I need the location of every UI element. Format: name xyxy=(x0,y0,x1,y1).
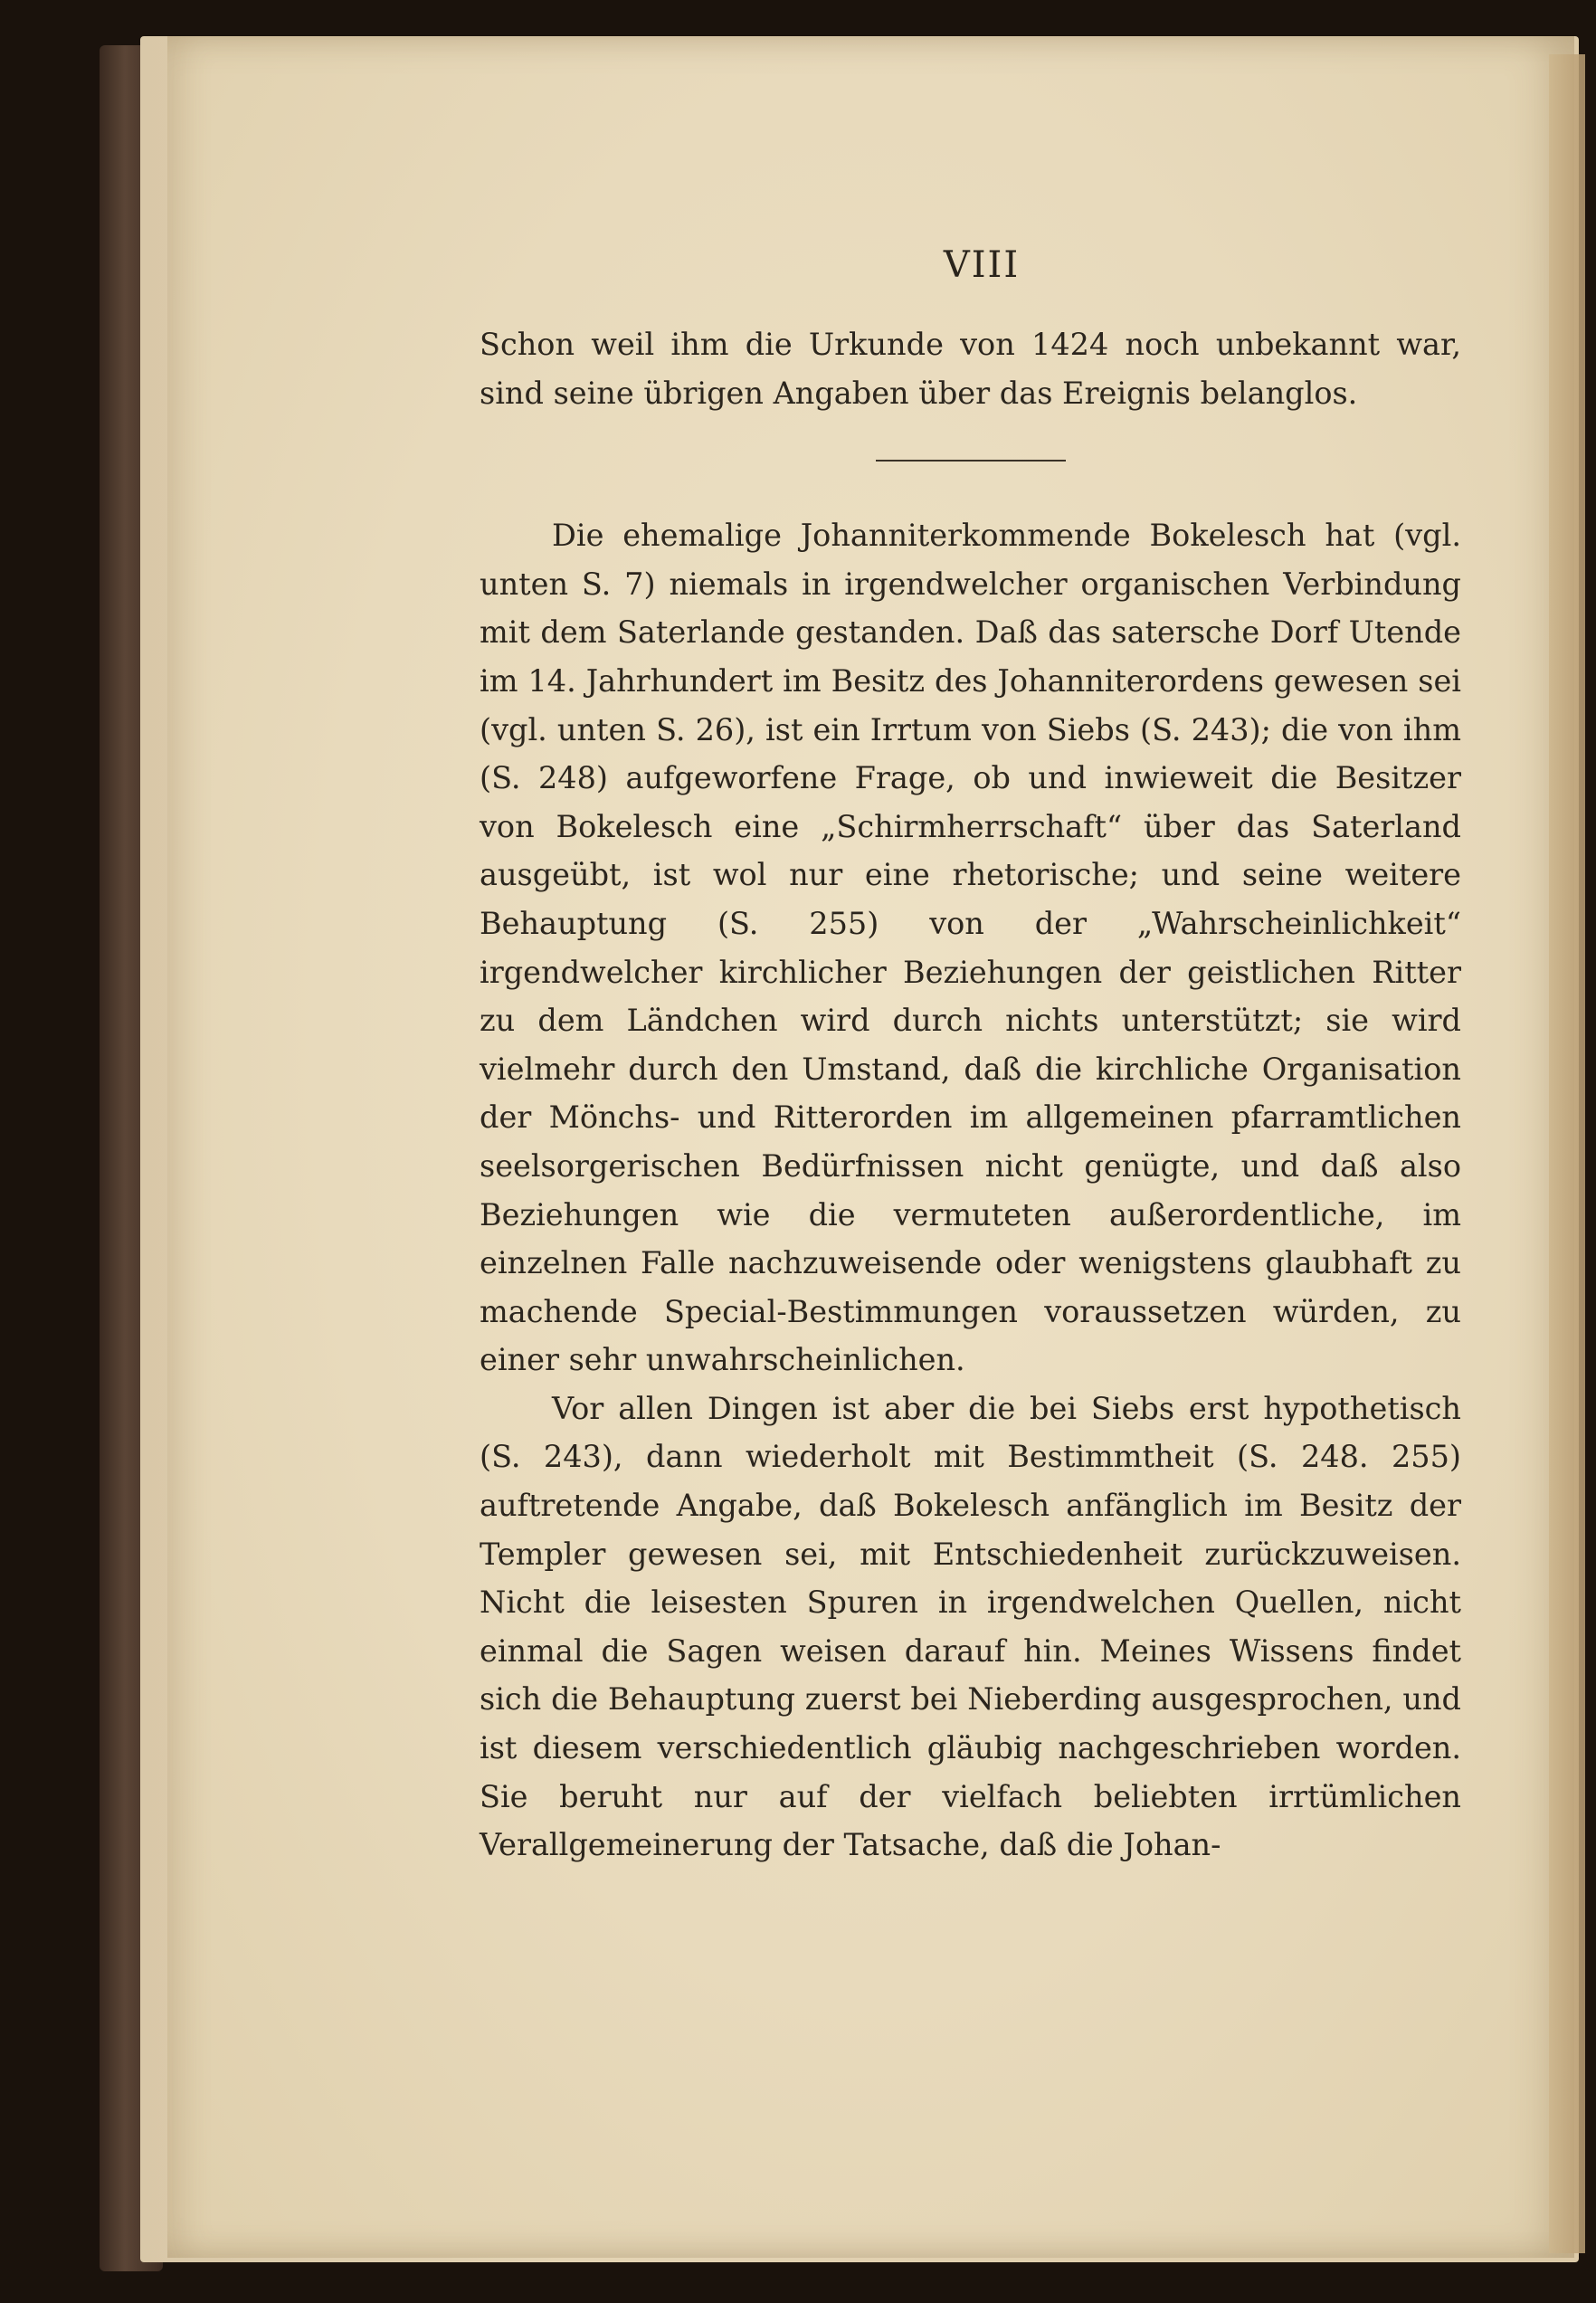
page-number: VIII xyxy=(943,244,1021,286)
paragraph-2: Die ehemalige Johanniterkommende Bokelesch hat (vgl. unten S. 7) niemals in irgendwelcher organischen Verbindung mit dem Saterlande gestanden. Daß das satersche Dorf Utende im 14. Jahrhundert im Besitz des Johanniterordens gewesen sei (vgl. unten S. 26), ist ein Irrtum von Siebs (S. 243); die von ihm (S. 248) aufgeworfene Frage, ob und inwieweit die Besitzer von Bokelesch eine „Schirmherrschaft“ über das Saterland ausgeübt, ist wol nur eine rhetorische; und seine weitere Behauptung (S. 255) von der „Wahrscheinlichkeit“ irgendwelcher kirchlicher Beziehungen der geistlichen Ritter zu dem Ländchen wird durch nichts unterstützt; sie wird vielmehr durch den Umstand, daß die kirchliche Organisation der Mönchs- und Ritterorden im allgemeinen pfarramtlichen seelsorgerischen Bedürfnissen nicht genügte, und daß also Beziehungen wie die vermuteten außerordentliche, im einzelnen Falle nachzuweisende oder wenigstens glaubhaft zu machende Special-Bestimmungen voraussetzen würden, zu einer sehr unwahrscheinlichen. xyxy=(480,518,1461,1378)
section-divider xyxy=(876,460,1066,462)
paragraph-1: Schon weil ihm die Urkunde von 1424 noch unbekannt war, sind seine übrigen Angaben über das Ereignis belanglos. xyxy=(480,327,1461,411)
paragraph-3: Vor allen Dingen ist aber die bei Siebs erst hypothetisch (S. 243), dann wiederholt mit Bestimmtheit (S. 248. 255) auftretende Angabe, daß Bokelesch anfänglich im Besitz der Templer gewesen sei, mit Entschiedenheit zurückzuweisen. Nicht die leisesten Spuren in irgendwelchen Quellen, nicht einmal die Sagen weisen darauf hin. Meines Wissens findet sich die Behauptung zuerst bei Nieberding ausgesprochen, und ist diesem verschiedentlich gläubig nachgeschrieben worden. Sie beruht nur auf der vielfach beliebten irrtümlichen Verallgemeinerung der Tatsache, daß die Johan- xyxy=(480,1390,1461,1863)
page-right-edge xyxy=(1549,54,1585,2253)
page-body xyxy=(480,320,1461,1870)
